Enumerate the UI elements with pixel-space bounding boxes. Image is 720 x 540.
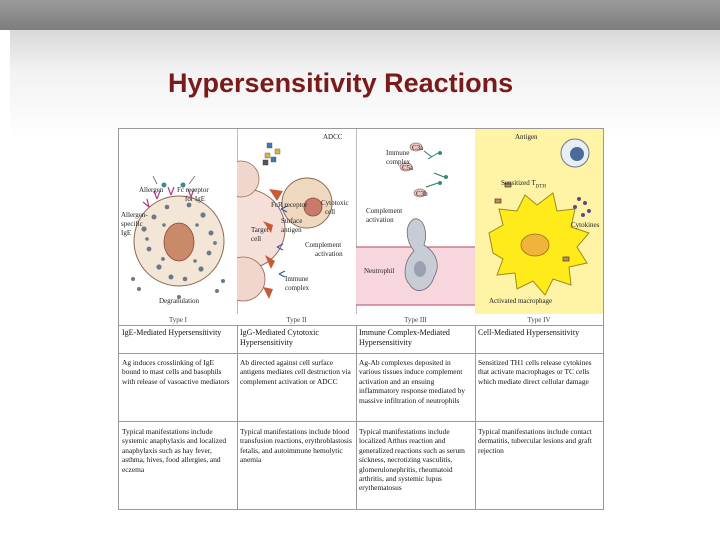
label-activation: activation — [366, 216, 394, 224]
label-for-ige: for IgE — [185, 195, 206, 203]
label-neutrophil: Neutrophil — [364, 267, 395, 275]
panel-type-3 — [356, 129, 476, 314]
table-header-type-2: IgG-Mediated Cytotoxic Hypersensitivity — [240, 328, 319, 347]
table-header-type-1: IgE-Mediated Hypersensitivity — [122, 328, 222, 337]
label-antigen: antigen — [281, 226, 302, 234]
label-specific: specific — [121, 220, 143, 228]
hypersensitivity-figure — [118, 128, 604, 510]
panel-type-4 — [475, 129, 603, 314]
label-cytokines: Cytokines — [571, 221, 600, 229]
table-manifestations-type-2: Typical manifestations include blood transfusion reactions, erythroblastosis fetalis, and autoimmune hemolytic anemia — [240, 427, 352, 465]
table-mechanism-type-3: Ag-Ab complexes deposited in various tissues induce complement activation and an ensuing inflammatory response mediated by massive infiltration of neutrophils — [359, 358, 466, 405]
type-label-1: Type I — [169, 316, 187, 324]
slide-title: Hypersensitivity Reactions — [168, 68, 514, 98]
label-cytotoxic-cell: cell — [325, 208, 336, 216]
table-header-divider — [119, 353, 603, 354]
type-label-3: Type III — [404, 316, 427, 324]
label-activation: activation — [315, 250, 343, 258]
label-activated-macrophage: Activated macrophage — [489, 297, 553, 305]
table-manifestations-type-4: Typical manifestations include contact dermatitis, tubercular lesions and graft rejection — [478, 427, 592, 455]
label-ige: IgE — [121, 229, 132, 237]
table-mechanism-type-1: Ag induces crosslinking of IgE bound to mast cells and basophils with release of vasoactive mediators — [122, 358, 230, 386]
label-c5a: C5a — [402, 164, 414, 172]
label-degranulation: Degranulation — [159, 297, 200, 305]
table-row-divider — [119, 421, 603, 422]
label-target-cell: cell — [251, 235, 262, 243]
label-target: Target — [251, 226, 269, 234]
label-complex: complex — [285, 284, 310, 292]
label-c3b: C3b — [416, 190, 428, 198]
table-mechanism-type-2: Ab directed against cell surface antigens mediates cell destruction via complement activation or ADCC — [240, 358, 351, 386]
label-adcc: ADCC — [323, 133, 343, 141]
table-header-type-4: Cell-Mediated Hypersensitivity — [478, 328, 580, 337]
table-manifestations-type-1: Typical manifestations include systemic anaphylaxis and localized anaphylaxis such as hay fever, asthma, hives, food allergies, and eczema — [122, 427, 227, 474]
label-sensitized — [501, 179, 546, 189]
label-allergen-specific: Allergen- — [121, 211, 148, 219]
panel-type-2 — [237, 129, 357, 314]
label-sensitized-text: Sensitized T — [501, 179, 536, 187]
label-surface: Surface — [281, 217, 303, 225]
label-c3a: C3a — [412, 144, 424, 152]
label-cytotoxic: Cytotoxic — [321, 199, 349, 207]
label-immune: Immune — [285, 275, 309, 283]
type-label-4: Type IV — [527, 316, 551, 324]
label-dth-subscript: DTH — [535, 184, 546, 190]
label-fc-receptor: Fc receptor — [177, 186, 209, 194]
label-complement: Complement — [305, 241, 342, 249]
table-manifestations-type-3: Typical manifestations include localized Arthus reaction and generalized reactions such as serum sickness, necrotizing vasculitis, glomerulonephritis, rheumatoid arthritis, and systemic lupus erythematosus — [359, 427, 465, 493]
type-label-2: Type II — [286, 316, 307, 324]
label-allergen: Allergen — [139, 186, 164, 194]
table-col-divider-3 — [475, 325, 476, 509]
table-header-type-3: Immune Complex-Mediated Hypersensitivity — [359, 328, 450, 347]
label-fc-receptor: FcR receptor — [271, 201, 308, 209]
panel-type-1 — [119, 129, 238, 314]
label-immune: Immune — [386, 149, 410, 157]
table-top-border — [119, 325, 603, 326]
top-bar — [0, 0, 720, 30]
table-mechanism-type-4: Sensitized TH1 cells release cytokines that activate macrophages or TC cells which mediate direct cellular damage — [478, 358, 592, 386]
label-antigen: Antigen — [515, 133, 538, 141]
label-complement: Complement — [366, 207, 403, 215]
table-col-divider-1 — [237, 325, 238, 509]
label-complex: complex — [386, 158, 411, 166]
